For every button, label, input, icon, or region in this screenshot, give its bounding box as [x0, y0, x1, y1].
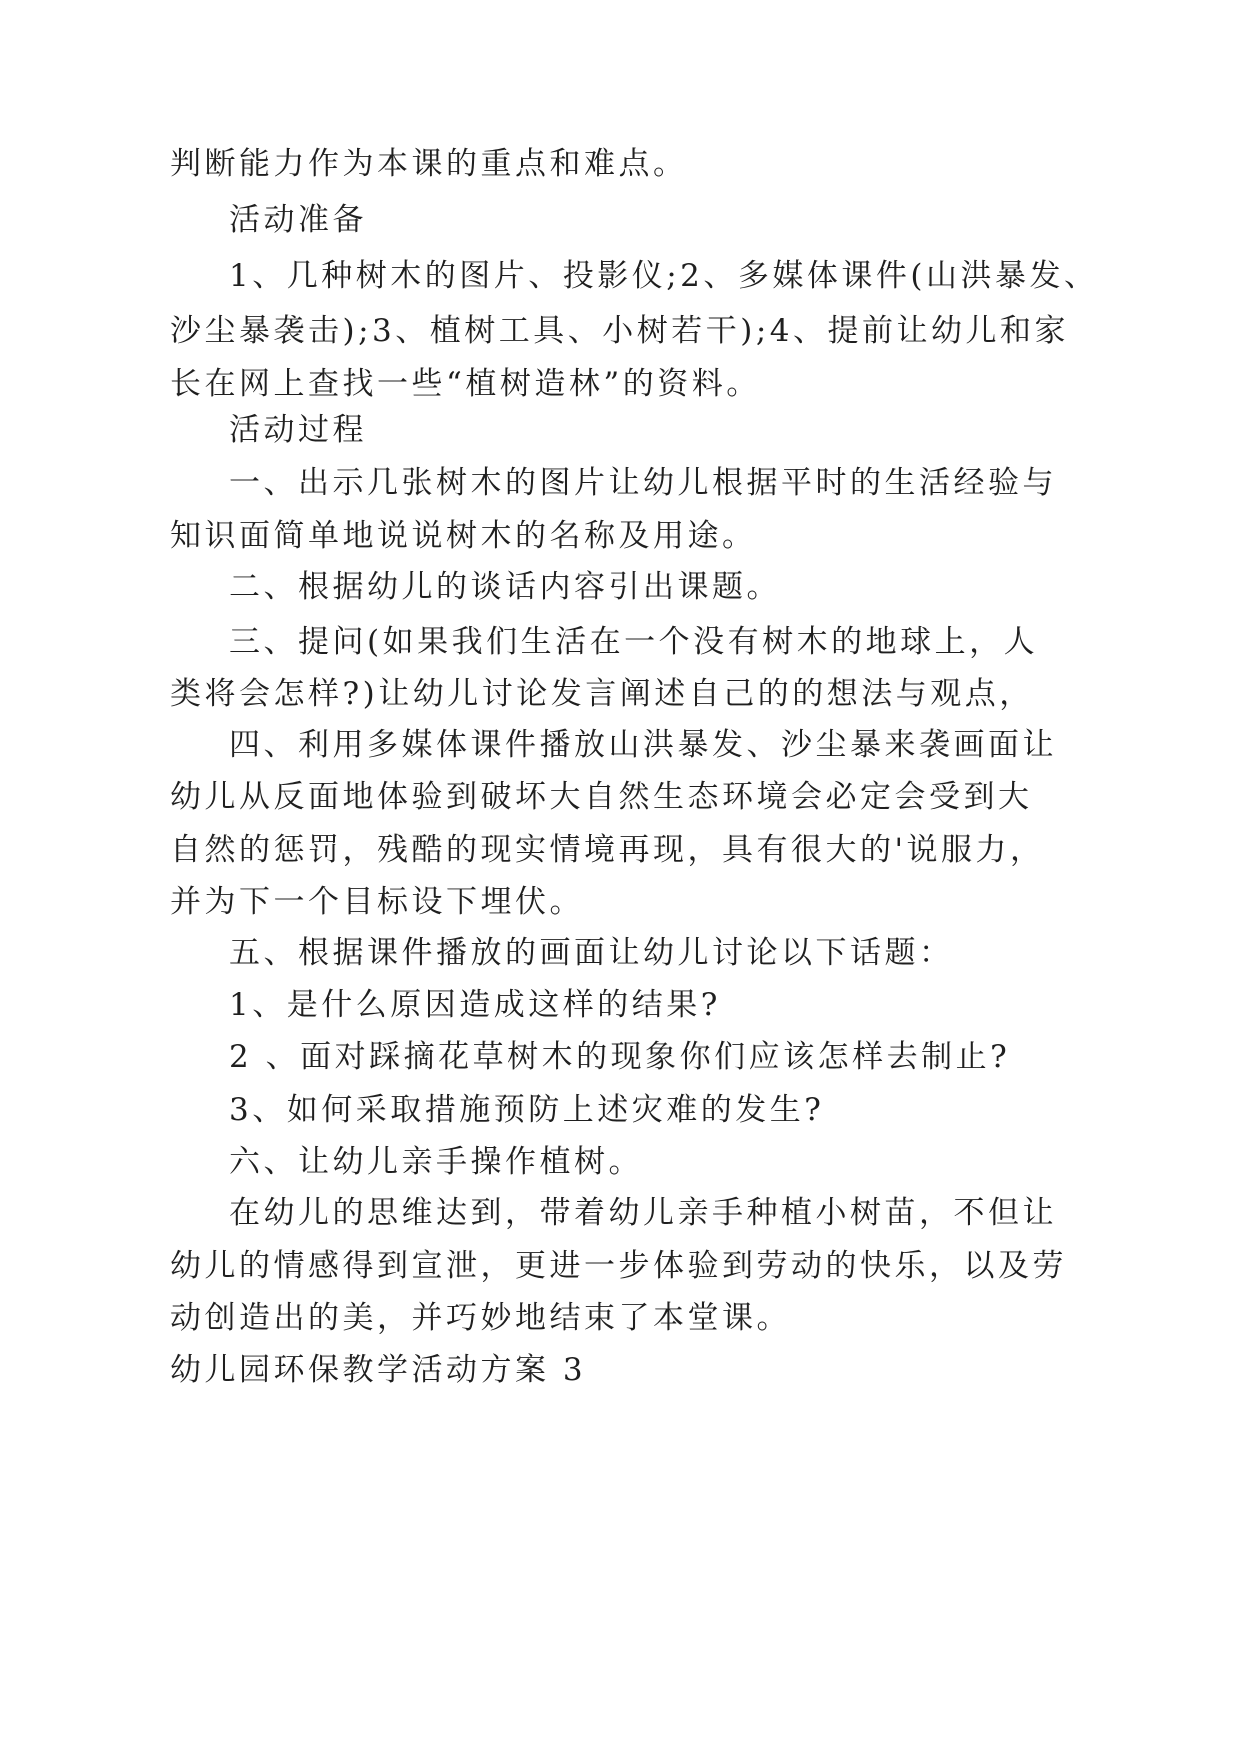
- text-line-19: 3、如何采取措施预防上述灾难的发生?: [229, 1092, 825, 1128]
- text-line-1: 判断能力作为本课的重点和难点。: [170, 146, 688, 182]
- text-line-22: 幼儿的情感得到宣泄，更进一步体验到劳动的快乐，以及劳: [170, 1248, 1067, 1284]
- section-title: 幼儿园环保教学活动方案 3: [170, 1352, 587, 1388]
- text-line-4: 沙尘暴袭击);3、植树工具、小树若干);4、提前让幼儿和家: [170, 313, 1070, 349]
- text-line-21: 在幼儿的思维达到，带着幼儿亲手种植小树苗，不但让: [229, 1195, 1057, 1231]
- text-line-9: 二、根据幼儿的谈话内容引出课题。: [229, 569, 781, 605]
- text-line-12: 四、利用多媒体课件播放山洪暴发、沙尘暴来袭画面让: [229, 727, 1057, 763]
- text-line-13: 幼儿从反面地体验到破坏大自然生态环境会必定会受到大: [170, 779, 1033, 815]
- text-line-20: 六、让幼儿亲手操作植树。: [229, 1144, 643, 1180]
- text-line-5: 长在网上查找一些“植树造林”的资料。: [170, 366, 761, 402]
- text-line-23: 动创造出的美，并巧妙地结束了本堂课。: [170, 1300, 791, 1336]
- text-line-8: 知识面简单地说说树木的名称及用途。: [170, 518, 757, 554]
- text-line-10: 三、提问(如果我们生活在一个没有树木的地球上，人: [229, 624, 1039, 660]
- text-line-15: 并为下一个目标设下埋伏。: [170, 884, 584, 920]
- heading-activity-preparation: 活动准备: [229, 202, 367, 238]
- text-line-17: 1、是什么原因造成这样的结果?: [229, 987, 721, 1023]
- heading-activity-process: 活动过程: [229, 412, 367, 448]
- text-line-14: 自然的惩罚，残酷的现实情境再现，具有很大的'说服力，: [170, 832, 1045, 868]
- text-line-16: 五、根据课件播放的画面让幼儿讨论以下话题：: [229, 935, 954, 971]
- text-line-7: 一、出示几张树木的图片让幼儿根据平时的生活经验与: [229, 465, 1057, 501]
- text-line-11: 类将会怎样?)让幼儿讨论发言阐述自己的的想法与观点，: [170, 676, 1034, 712]
- text-line-3: 1、几种树木的图片、投影仪;2、多媒体课件(山洪暴发、: [229, 258, 1099, 294]
- text-line-18: 2 、面对踩摘花草树木的现象你们应该怎样去制止?: [229, 1039, 1011, 1075]
